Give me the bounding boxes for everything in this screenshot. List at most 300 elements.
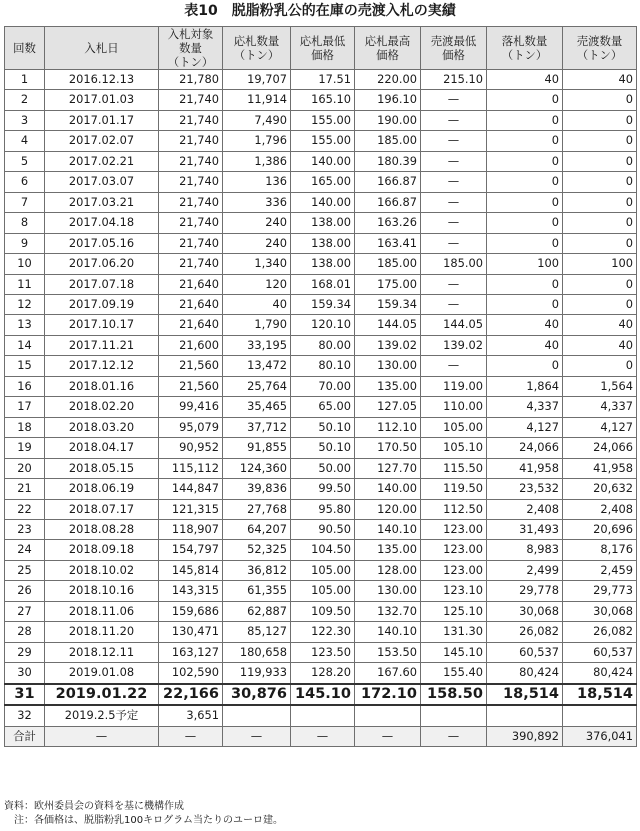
table-cell: 21,740 [159, 172, 223, 192]
table-cell: 62,887 [223, 601, 291, 621]
table-cell: 163.41 [355, 233, 421, 253]
table-cell: 26,082 [487, 622, 563, 642]
table-cell: 2018.11.20 [45, 622, 159, 642]
table-cell: 32 [5, 705, 45, 726]
table-cell: 21,740 [159, 213, 223, 233]
table-cell: 159,686 [159, 601, 223, 621]
table-cell: 40 [487, 315, 563, 335]
table-cell: 21,560 [159, 356, 223, 376]
table-cell: 15 [5, 356, 45, 376]
table-row [5, 233, 637, 253]
table-cell: 21,740 [159, 110, 223, 130]
table-cell: — [421, 90, 487, 110]
table-cell: 167.60 [355, 663, 421, 684]
table-cell: 2016.12.13 [45, 70, 159, 90]
table-row [5, 663, 637, 684]
table-cell: 2017.11.21 [45, 335, 159, 355]
table-cell: 20,696 [563, 519, 637, 539]
table-row [5, 110, 637, 130]
table-cell: 2019.01.22 [45, 684, 159, 705]
table-cell: 31,493 [487, 519, 563, 539]
table-cell: 0 [563, 110, 637, 130]
table-cell: 135.00 [355, 540, 421, 560]
table-cell: 196.10 [355, 90, 421, 110]
table-cell: 24,066 [563, 438, 637, 458]
table-cell: 0 [487, 151, 563, 171]
table-cell: 124,360 [223, 458, 291, 478]
table-cell: 105.00 [421, 417, 487, 437]
table-cell: 2017.07.18 [45, 274, 159, 294]
table-cell: 50.00 [291, 458, 355, 478]
table-cell: 3,651 [159, 705, 223, 726]
table-cell: 139.02 [421, 335, 487, 355]
table-cell: 4,127 [487, 417, 563, 437]
table-cell: 145,814 [159, 560, 223, 580]
table-cell: 136 [223, 172, 291, 192]
table-cell: 19 [5, 438, 45, 458]
table-cell: 185.00 [355, 254, 421, 274]
table-cell: 21,740 [159, 131, 223, 151]
table-cell: 21 [5, 479, 45, 499]
table-cell: 16 [5, 376, 45, 396]
table-cell: 0 [487, 110, 563, 130]
table-cell: 2018.10.02 [45, 560, 159, 580]
table-cell: 2017.01.03 [45, 90, 159, 110]
table-cell: 80.10 [291, 356, 355, 376]
table-cell: 336 [223, 192, 291, 212]
table-row [5, 499, 637, 519]
table-cell: 99,416 [159, 397, 223, 417]
table-cell: 165.10 [291, 90, 355, 110]
table-cell: 0 [487, 274, 563, 294]
table-cell: 2017.03.21 [45, 192, 159, 212]
table-cell: 8,176 [563, 540, 637, 560]
table-cell: 120 [223, 274, 291, 294]
table-cell: 30,876 [223, 684, 291, 705]
table-cell: 112.50 [421, 499, 487, 519]
table-cell: 5 [5, 151, 45, 171]
table-cell: 140.10 [355, 622, 421, 642]
table-cell: 0 [487, 131, 563, 151]
table-cell: 29,773 [563, 581, 637, 601]
table-cell: 123.00 [421, 540, 487, 560]
table-cell: 41,958 [487, 458, 563, 478]
table-cell: 7 [5, 192, 45, 212]
table-cell: — [159, 726, 223, 746]
table-cell: 127.70 [355, 458, 421, 478]
table-cell: — [421, 726, 487, 746]
table-cell: 50.10 [291, 438, 355, 458]
table-cell: 130.00 [355, 356, 421, 376]
table-cell: 155.40 [421, 663, 487, 684]
table-cell: 1,796 [223, 131, 291, 151]
table-cell: 21,640 [159, 315, 223, 335]
table-cell: 140.00 [291, 151, 355, 171]
table-cell: 110.00 [421, 397, 487, 417]
table-cell: 1,564 [563, 376, 637, 396]
table-cell: 40 [563, 70, 637, 90]
table-row [5, 560, 637, 580]
table-cell: 11 [5, 274, 45, 294]
table-cell: 390,892 [487, 726, 563, 746]
table-cell: 20,632 [563, 479, 637, 499]
table-cell: 2017.12.12 [45, 356, 159, 376]
table-cell [487, 705, 563, 726]
table-cell: 0 [563, 192, 637, 212]
table-cell: 105.00 [291, 581, 355, 601]
table-cell: 21,740 [159, 192, 223, 212]
table-cell: 140.00 [355, 479, 421, 499]
table-cell: 185.00 [421, 254, 487, 274]
table-cell: 0 [563, 131, 637, 151]
table-row [5, 581, 637, 601]
table-cell: 91,855 [223, 438, 291, 458]
table-cell: 37,712 [223, 417, 291, 437]
table-cell: 21,560 [159, 376, 223, 396]
table-cell: 123.00 [421, 519, 487, 539]
table-row [5, 726, 637, 746]
table-cell: 105.00 [291, 560, 355, 580]
table-cell: 0 [563, 356, 637, 376]
table-cell: 2017.02.21 [45, 151, 159, 171]
table-row [5, 519, 637, 539]
table-cell: 40 [223, 294, 291, 314]
table-cell: 144,847 [159, 479, 223, 499]
table-cell: 0 [563, 294, 637, 314]
table-cell: 2019.01.08 [45, 663, 159, 684]
table-cell: 7,490 [223, 110, 291, 130]
table-cell: 2018.09.18 [45, 540, 159, 560]
table-cell: 123.00 [421, 560, 487, 580]
table-cell [421, 705, 487, 726]
table-cell: 65.00 [291, 397, 355, 417]
table-cell: 24,066 [487, 438, 563, 458]
table-cell: 4,337 [487, 397, 563, 417]
col-tender-date-header: 入札日 [45, 27, 159, 70]
table-cell [223, 705, 291, 726]
table-cell: 13,472 [223, 356, 291, 376]
table-cell: 115.50 [421, 458, 487, 478]
table-cell: 2017.01.17 [45, 110, 159, 130]
table-cell: — [421, 213, 487, 233]
table-body [5, 70, 637, 747]
table-cell [291, 705, 355, 726]
table-cell: 2017.05.16 [45, 233, 159, 253]
table-cell: 2018.10.16 [45, 581, 159, 601]
table-cell: 90,952 [159, 438, 223, 458]
table-cell: 131.30 [421, 622, 487, 642]
table-cell: 144.05 [421, 315, 487, 335]
table-cell: 39,836 [223, 479, 291, 499]
table-cell: 8 [5, 213, 45, 233]
table-cell: 14 [5, 335, 45, 355]
table-cell: 2,408 [563, 499, 637, 519]
table-cell: 215.10 [421, 70, 487, 90]
table-cell: 105.10 [421, 438, 487, 458]
table-cell: 25,764 [223, 376, 291, 396]
table-cell: 10 [5, 254, 45, 274]
table-cell: 2018.06.19 [45, 479, 159, 499]
table-cell: 21,600 [159, 335, 223, 355]
table-cell: 4,127 [563, 417, 637, 437]
table-cell: 21,640 [159, 294, 223, 314]
table-cell: — [421, 110, 487, 130]
table-cell: 4,337 [563, 397, 637, 417]
table-cell: 165.00 [291, 172, 355, 192]
table-cell: 30 [5, 663, 45, 684]
table-cell: 99.50 [291, 479, 355, 499]
table-cell: 220.00 [355, 70, 421, 90]
table-row [5, 274, 637, 294]
table-cell: 41,958 [563, 458, 637, 478]
table-cell: 2018.07.17 [45, 499, 159, 519]
table-cell: 8,983 [487, 540, 563, 560]
table-row [5, 213, 637, 233]
table-cell: 28 [5, 622, 45, 642]
table-cell: 61,355 [223, 581, 291, 601]
table-row [5, 294, 637, 314]
table-cell: 143,315 [159, 581, 223, 601]
table-row [5, 684, 637, 705]
table-cell: 145.10 [421, 642, 487, 662]
table-cell: 127.05 [355, 397, 421, 417]
table-cell: 100 [563, 254, 637, 274]
table-row [5, 458, 637, 478]
table-cell: 18,514 [487, 684, 563, 705]
table-cell: 23 [5, 519, 45, 539]
table-cell: — [291, 726, 355, 746]
table-cell: 18 [5, 417, 45, 437]
table-cell: 2017.02.07 [45, 131, 159, 151]
table-cell: 6 [5, 172, 45, 192]
table-cell: 11,914 [223, 90, 291, 110]
table-cell: 128.00 [355, 560, 421, 580]
table-cell: 21,740 [159, 233, 223, 253]
table-cell: 240 [223, 213, 291, 233]
table-cell: 2 [5, 90, 45, 110]
table-cell: 40 [563, 335, 637, 355]
table-cell: 4 [5, 131, 45, 151]
table-cell: 119.50 [421, 479, 487, 499]
table-cell: 1,790 [223, 315, 291, 335]
table-cell: 158.50 [421, 684, 487, 705]
source-note: 資料：欧州委員会の資料を基に機構作成 [4, 801, 184, 812]
table-cell: 145.10 [291, 684, 355, 705]
table-row [5, 438, 637, 458]
table-cell: 159.34 [291, 294, 355, 314]
table-cell: 19,707 [223, 70, 291, 90]
table-cell: 376,041 [563, 726, 637, 746]
table-cell: 21,640 [159, 274, 223, 294]
table-cell: — [421, 356, 487, 376]
table-row [5, 479, 637, 499]
col-bid-qty-header: 応札数量 （トン） [223, 27, 291, 70]
table-cell: 95,079 [159, 417, 223, 437]
table-cell: 180,658 [223, 642, 291, 662]
table-cell: 2018.01.16 [45, 376, 159, 396]
table-cell: — [421, 294, 487, 314]
table-cell: 40 [563, 315, 637, 335]
table-cell: 0 [563, 90, 637, 110]
table-cell: 122.30 [291, 622, 355, 642]
table-row [5, 172, 637, 192]
table-cell: 17 [5, 397, 45, 417]
table-cell: — [421, 233, 487, 253]
table-row [5, 601, 637, 621]
table-cell: 50.10 [291, 417, 355, 437]
table-cell: 0 [563, 172, 637, 192]
table-cell: 155.00 [291, 131, 355, 151]
table-cell: 140.00 [291, 192, 355, 212]
table-cell: 80.00 [291, 335, 355, 355]
table-cell: 90.50 [291, 519, 355, 539]
table-cell: 123.10 [421, 581, 487, 601]
table-row [5, 131, 637, 151]
table-cell: 138.00 [291, 254, 355, 274]
table-cell: 31 [5, 684, 45, 705]
table-cell: 163.26 [355, 213, 421, 233]
table-cell: 80,424 [487, 663, 563, 684]
table-cell: 240 [223, 233, 291, 253]
table-cell: 0 [487, 90, 563, 110]
table-cell: 139.02 [355, 335, 421, 355]
table-cell: 40 [487, 70, 563, 90]
table-cell: 13 [5, 315, 45, 335]
table-cell: 0 [563, 213, 637, 233]
table-cell: 29 [5, 642, 45, 662]
table-cell: 159.34 [355, 294, 421, 314]
col-sold-qty-header: 売渡数量 （トン） [563, 27, 637, 70]
col-round-header: 回数 [5, 27, 45, 70]
table-cell: 1,864 [487, 376, 563, 396]
table-cell: — [421, 192, 487, 212]
table-cell: 163,127 [159, 642, 223, 662]
table-cell: 190.00 [355, 110, 421, 130]
table-cell: 119.00 [421, 376, 487, 396]
table-cell: 27,768 [223, 499, 291, 519]
table-cell: 2018.04.17 [45, 438, 159, 458]
table-cell: 21,740 [159, 90, 223, 110]
table-cell: 125.10 [421, 601, 487, 621]
table-cell: 166.87 [355, 192, 421, 212]
table-cell: 合計 [5, 726, 45, 746]
table-cell: 130.00 [355, 581, 421, 601]
table-cell: 29,778 [487, 581, 563, 601]
table-cell: 36,812 [223, 560, 291, 580]
table-cell: 0 [563, 151, 637, 171]
table-cell: 12 [5, 294, 45, 314]
table-cell: 2018.05.15 [45, 458, 159, 478]
table-cell: 2018.03.20 [45, 417, 159, 437]
header-row [5, 27, 637, 70]
table-cell: 185.00 [355, 131, 421, 151]
tender-results-table [4, 26, 637, 747]
table-row [5, 540, 637, 560]
table-row [5, 397, 637, 417]
table-cell: 23,532 [487, 479, 563, 499]
table-cell: 2,499 [487, 560, 563, 580]
table-cell: 26,082 [563, 622, 637, 642]
table-cell: 172.10 [355, 684, 421, 705]
table-cell: 0 [487, 294, 563, 314]
table-row [5, 705, 637, 726]
table-cell: — [421, 274, 487, 294]
table-row [5, 417, 637, 437]
table-row [5, 192, 637, 212]
table-cell: 17.51 [291, 70, 355, 90]
table-cell: 2018.02.20 [45, 397, 159, 417]
table-cell: 9 [5, 233, 45, 253]
table-cell: — [223, 726, 291, 746]
table-cell: 153.50 [355, 642, 421, 662]
table-row [5, 70, 637, 90]
table-cell: 52,325 [223, 540, 291, 560]
table-cell: 80,424 [563, 663, 637, 684]
table-cell: 109.50 [291, 601, 355, 621]
table-cell: 144.05 [355, 315, 421, 335]
table-cell: 1,386 [223, 151, 291, 171]
table-cell: 0 [487, 192, 563, 212]
table-cell: 112.10 [355, 417, 421, 437]
table-cell: 2018.11.06 [45, 601, 159, 621]
table-cell: 123.50 [291, 642, 355, 662]
footnote: 注：各価格は、脱脂粉乳100キログラム当たりのユーロ建。 [4, 815, 283, 826]
table-cell: 180.39 [355, 151, 421, 171]
table-cell: 2017.03.07 [45, 172, 159, 192]
table-cell: — [421, 151, 487, 171]
table-cell: 21,740 [159, 151, 223, 171]
table-cell: 1 [5, 70, 45, 90]
table-cell: 128.20 [291, 663, 355, 684]
table-cell: 120.10 [291, 315, 355, 335]
table-cell: 64,207 [223, 519, 291, 539]
table-cell: 135.00 [355, 376, 421, 396]
table-cell: 132.70 [355, 601, 421, 621]
table-cell: 30,068 [563, 601, 637, 621]
table-row [5, 642, 637, 662]
table-cell: 70.00 [291, 376, 355, 396]
table-row [5, 335, 637, 355]
table-cell: 22 [5, 499, 45, 519]
table-cell: 120.00 [355, 499, 421, 519]
table-cell: 130,471 [159, 622, 223, 642]
table-cell: 35,465 [223, 397, 291, 417]
table-cell: 1,340 [223, 254, 291, 274]
table-cell: 166.87 [355, 172, 421, 192]
table-cell: 2017.04.18 [45, 213, 159, 233]
table-cell: 40 [487, 335, 563, 355]
table-cell: 121,315 [159, 499, 223, 519]
table-cell: 2,408 [487, 499, 563, 519]
table-cell: 60,537 [563, 642, 637, 662]
table-cell [355, 705, 421, 726]
table-cell: 26 [5, 581, 45, 601]
table-cell: 154,797 [159, 540, 223, 560]
table-cell: 2018.08.28 [45, 519, 159, 539]
table-cell: 102,590 [159, 663, 223, 684]
table-cell: 2,459 [563, 560, 637, 580]
table-cell: 175.00 [355, 274, 421, 294]
table-cell: 140.10 [355, 519, 421, 539]
table-cell: 0 [487, 356, 563, 376]
table-cell: 95.80 [291, 499, 355, 519]
table-cell: 2018.12.11 [45, 642, 159, 662]
table-cell: 33,195 [223, 335, 291, 355]
table-cell: — [421, 172, 487, 192]
table-cell: 0 [487, 233, 563, 253]
table-cell: 0 [563, 274, 637, 294]
table-cell [563, 705, 637, 726]
